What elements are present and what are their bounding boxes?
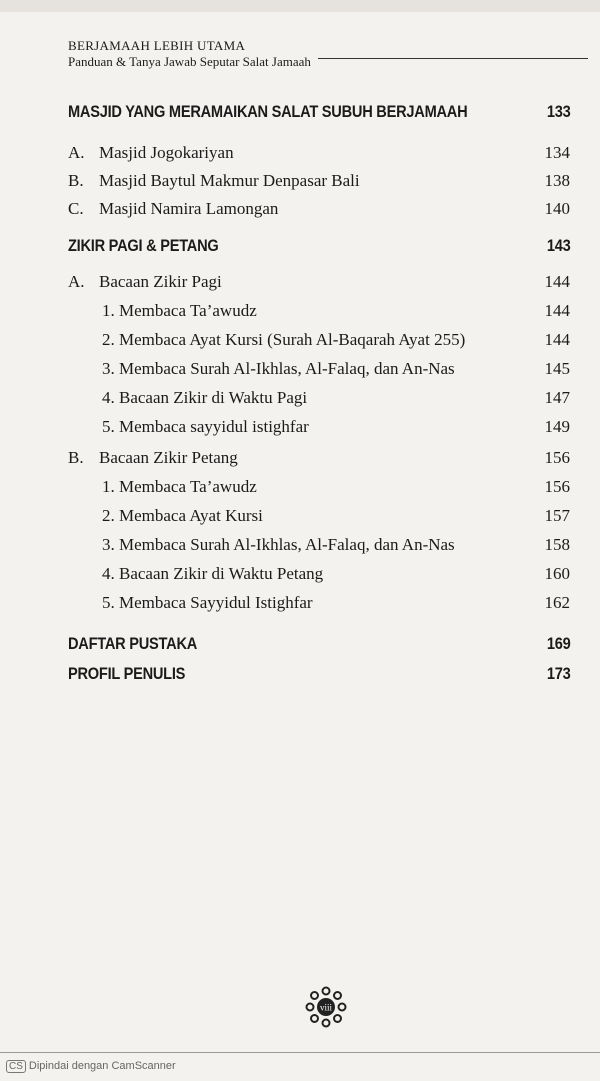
section-title: DAFTAR PUSTAKA <box>68 634 198 653</box>
page-number: 134 <box>544 143 570 162</box>
book-subtitle: Panduan & Tanya Jawab Seputar Salat Jamaah <box>68 54 311 69</box>
entry-label: Masjid Jogokariyan <box>99 143 234 162</box>
page-number-ornament <box>304 985 348 1029</box>
toc-section[interactable] <box>68 634 578 662</box>
book-title: BERJAMAAH LEBIH UTAMA <box>68 38 246 53</box>
scanner-watermark <box>6 1060 176 1073</box>
entry-label: 3. Membaca Surah Al-Ikhlas, Al-Falaq, dan An-Nas <box>102 535 455 554</box>
page-number: 144 <box>544 330 570 349</box>
page-number: 156 <box>544 477 570 496</box>
entry-label: Bacaan Zikir Pagi <box>99 272 222 291</box>
page-number: 144 <box>544 301 570 320</box>
entry-label: 1. Membaca Ta’awudz <box>102 477 257 496</box>
toc-subentry[interactable] <box>68 388 578 416</box>
page-number: 149 <box>544 417 570 436</box>
entry-label: 1. Membaca Ta’awudz <box>102 301 257 320</box>
toc-subentry[interactable] <box>68 417 578 445</box>
page-top-edge <box>0 0 600 12</box>
toc-entry[interactable] <box>68 448 578 476</box>
entry-label: 4. Bacaan Zikir di Waktu Pagi <box>102 388 308 407</box>
entry-marker: B. <box>68 171 84 190</box>
section-title: ZIKIR PAGI & PETANG <box>68 236 219 255</box>
toc-section[interactable] <box>68 102 578 130</box>
page-number: 147 <box>544 388 570 407</box>
entry-label: 5. Membaca Sayyidul Istighfar <box>102 593 313 612</box>
entry-label: 2. Membaca Ayat Kursi (Surah Al-Baqarah Ayat 255) <box>102 330 466 349</box>
entry-label: 3. Membaca Surah Al-Ikhlas, Al-Falaq, dan An-Nas <box>102 359 455 378</box>
page-number: 133 <box>546 102 570 121</box>
toc-subentry[interactable] <box>68 477 578 505</box>
toc-entry[interactable] <box>68 272 578 300</box>
entry-marker: C. <box>68 199 84 218</box>
toc-entry[interactable] <box>68 199 578 227</box>
page-number: 158 <box>544 535 570 554</box>
footer-rule <box>0 1052 600 1053</box>
section-title: PROFIL PENULIS <box>68 664 186 683</box>
page-number: 143 <box>546 236 570 255</box>
entry-label: Bacaan Zikir Petang <box>99 448 238 467</box>
toc-subentry[interactable] <box>68 359 578 387</box>
page-number: 169 <box>546 634 570 653</box>
page-number: 144 <box>544 272 570 291</box>
page-number: 173 <box>546 664 570 683</box>
entry-marker: A. <box>68 143 85 162</box>
entry-label: 2. Membaca Ayat Kursi <box>102 506 263 525</box>
toc-subentry[interactable] <box>68 564 578 592</box>
page-number: 138 <box>544 171 570 190</box>
header-rule <box>318 58 588 59</box>
toc-subentry[interactable] <box>68 301 578 329</box>
entry-marker: B. <box>68 448 84 467</box>
page-number: 160 <box>544 564 570 583</box>
toc-subentry[interactable] <box>68 535 578 563</box>
running-head <box>68 38 588 70</box>
page-number: viii <box>319 1002 333 1013</box>
toc-entry[interactable] <box>68 171 578 199</box>
page-number: 145 <box>544 359 570 378</box>
page-number: 162 <box>544 593 570 612</box>
toc-entry[interactable] <box>68 143 578 171</box>
section-title: MASJID YANG MERAMAIKAN SALAT SUBUH BERJAMAAH <box>68 102 468 121</box>
scanner-text: Dipindai dengan CamScanner <box>28 1060 176 1072</box>
page-number: 157 <box>544 506 570 525</box>
entry-label: 5. Membaca sayyidul istighfar <box>102 417 309 436</box>
page-number: 140 <box>544 199 570 218</box>
toc-subentry[interactable] <box>68 506 578 534</box>
entry-marker: A. <box>68 272 85 291</box>
toc-subentry[interactable] <box>68 330 578 358</box>
entry-label: Masjid Baytul Makmur Denpasar Bali <box>99 171 360 190</box>
camscanner-logo: CS <box>6 1060 26 1073</box>
page-number: 156 <box>544 448 570 467</box>
toc-section[interactable] <box>68 236 578 264</box>
entry-label: Masjid Namira Lamongan <box>99 199 279 218</box>
toc-section[interactable] <box>68 664 578 692</box>
toc-subentry[interactable] <box>68 593 578 621</box>
entry-label: 4. Bacaan Zikir di Waktu Petang <box>102 564 324 583</box>
